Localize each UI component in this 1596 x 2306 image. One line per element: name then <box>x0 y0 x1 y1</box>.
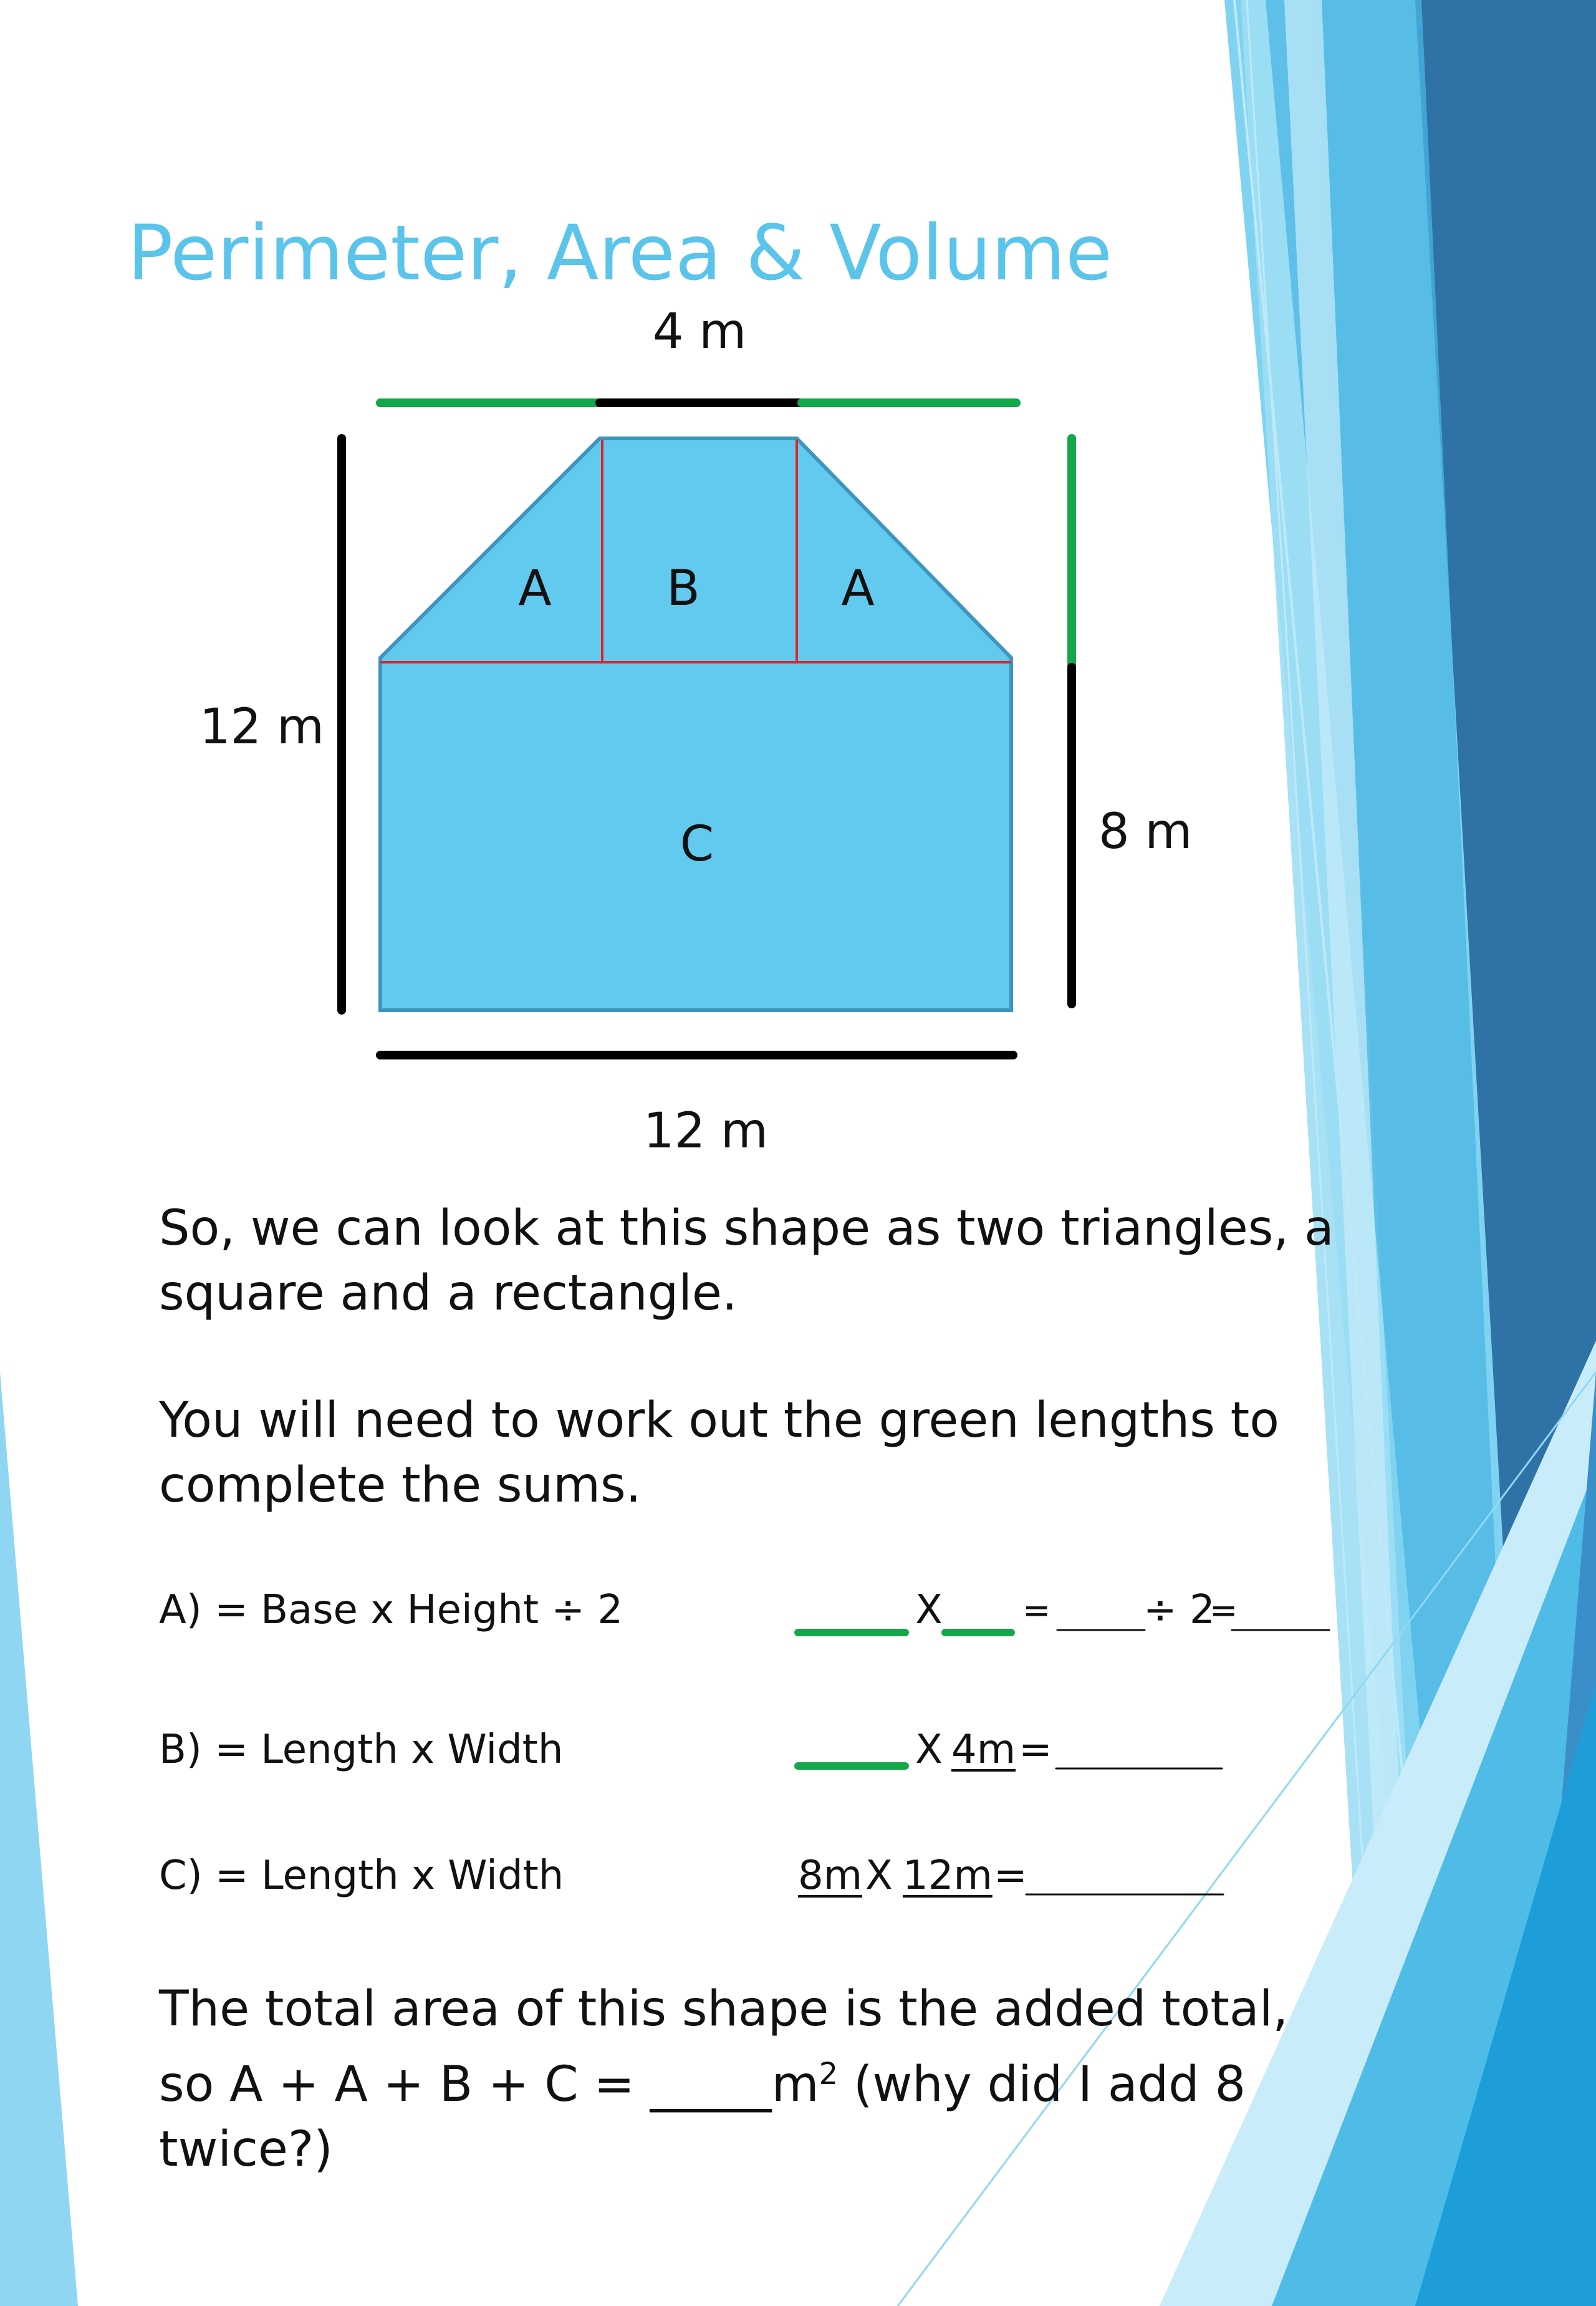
total-line-3: twice?) <box>159 2121 333 2178</box>
equation-c-label: C) = Length x Width <box>159 1853 564 1899</box>
c-times-symbol: X <box>865 1853 893 1899</box>
equation-a-label: A) = Base x Height ÷ 2 <box>159 1587 623 1633</box>
top-length-label: 4 m <box>652 304 747 360</box>
slide-title: Perimeter, Area & Volume <box>127 209 1113 297</box>
equation-b-label: B) = Length x Width <box>159 1727 564 1773</box>
intro-text: So, we can look at this shape as two triangles, a square and a rectangle. <box>159 1200 1334 1321</box>
b-width-value: 4m <box>951 1727 1016 1773</box>
composite-shape <box>380 438 1011 1010</box>
c-length-value: 8m <box>798 1853 863 1899</box>
right-length-label: 8 m <box>1098 804 1193 860</box>
left-length-label: 12 m <box>200 699 325 755</box>
b-times-symbol: X <box>915 1727 943 1773</box>
total-area-text <box>159 1977 1344 2182</box>
region-a-right-label: A <box>841 561 875 617</box>
total-blank: _____ <box>650 2057 772 2113</box>
total-line-2-prefix: so A + A + B + C = <box>159 2057 650 2113</box>
right-decoration <box>898 0 1596 2306</box>
bottom-length-label: 12 m <box>643 1103 769 1159</box>
a-times-symbol: X <box>915 1587 943 1633</box>
a-equals2-symbol: = <box>1209 1591 1238 1630</box>
c-width-value: 12m <box>903 1853 993 1899</box>
total-unit-exponent: 2 <box>819 2057 839 2091</box>
total-unit: m <box>771 2057 819 2113</box>
region-b-label: B <box>666 561 700 617</box>
total-line-1: The total area of this shape is the added total, <box>159 1981 1289 2037</box>
left-decoration <box>0 1372 78 2306</box>
a-equals-symbol: = <box>1022 1591 1051 1630</box>
region-a-left-label: A <box>518 561 552 617</box>
b-equals-symbol: = <box>1019 1727 1052 1773</box>
c-equals-symbol: = <box>994 1853 1027 1899</box>
total-line-2-suffix: (why did I add 8 <box>838 2057 1246 2113</box>
instruction-text: You will need to work out the green lengths to complete the sums. <box>159 1392 1279 1513</box>
region-c-label: C <box>680 816 714 872</box>
shape-outline <box>380 438 1011 1010</box>
a-divide-by-two: ÷ 2 <box>1143 1587 1215 1633</box>
